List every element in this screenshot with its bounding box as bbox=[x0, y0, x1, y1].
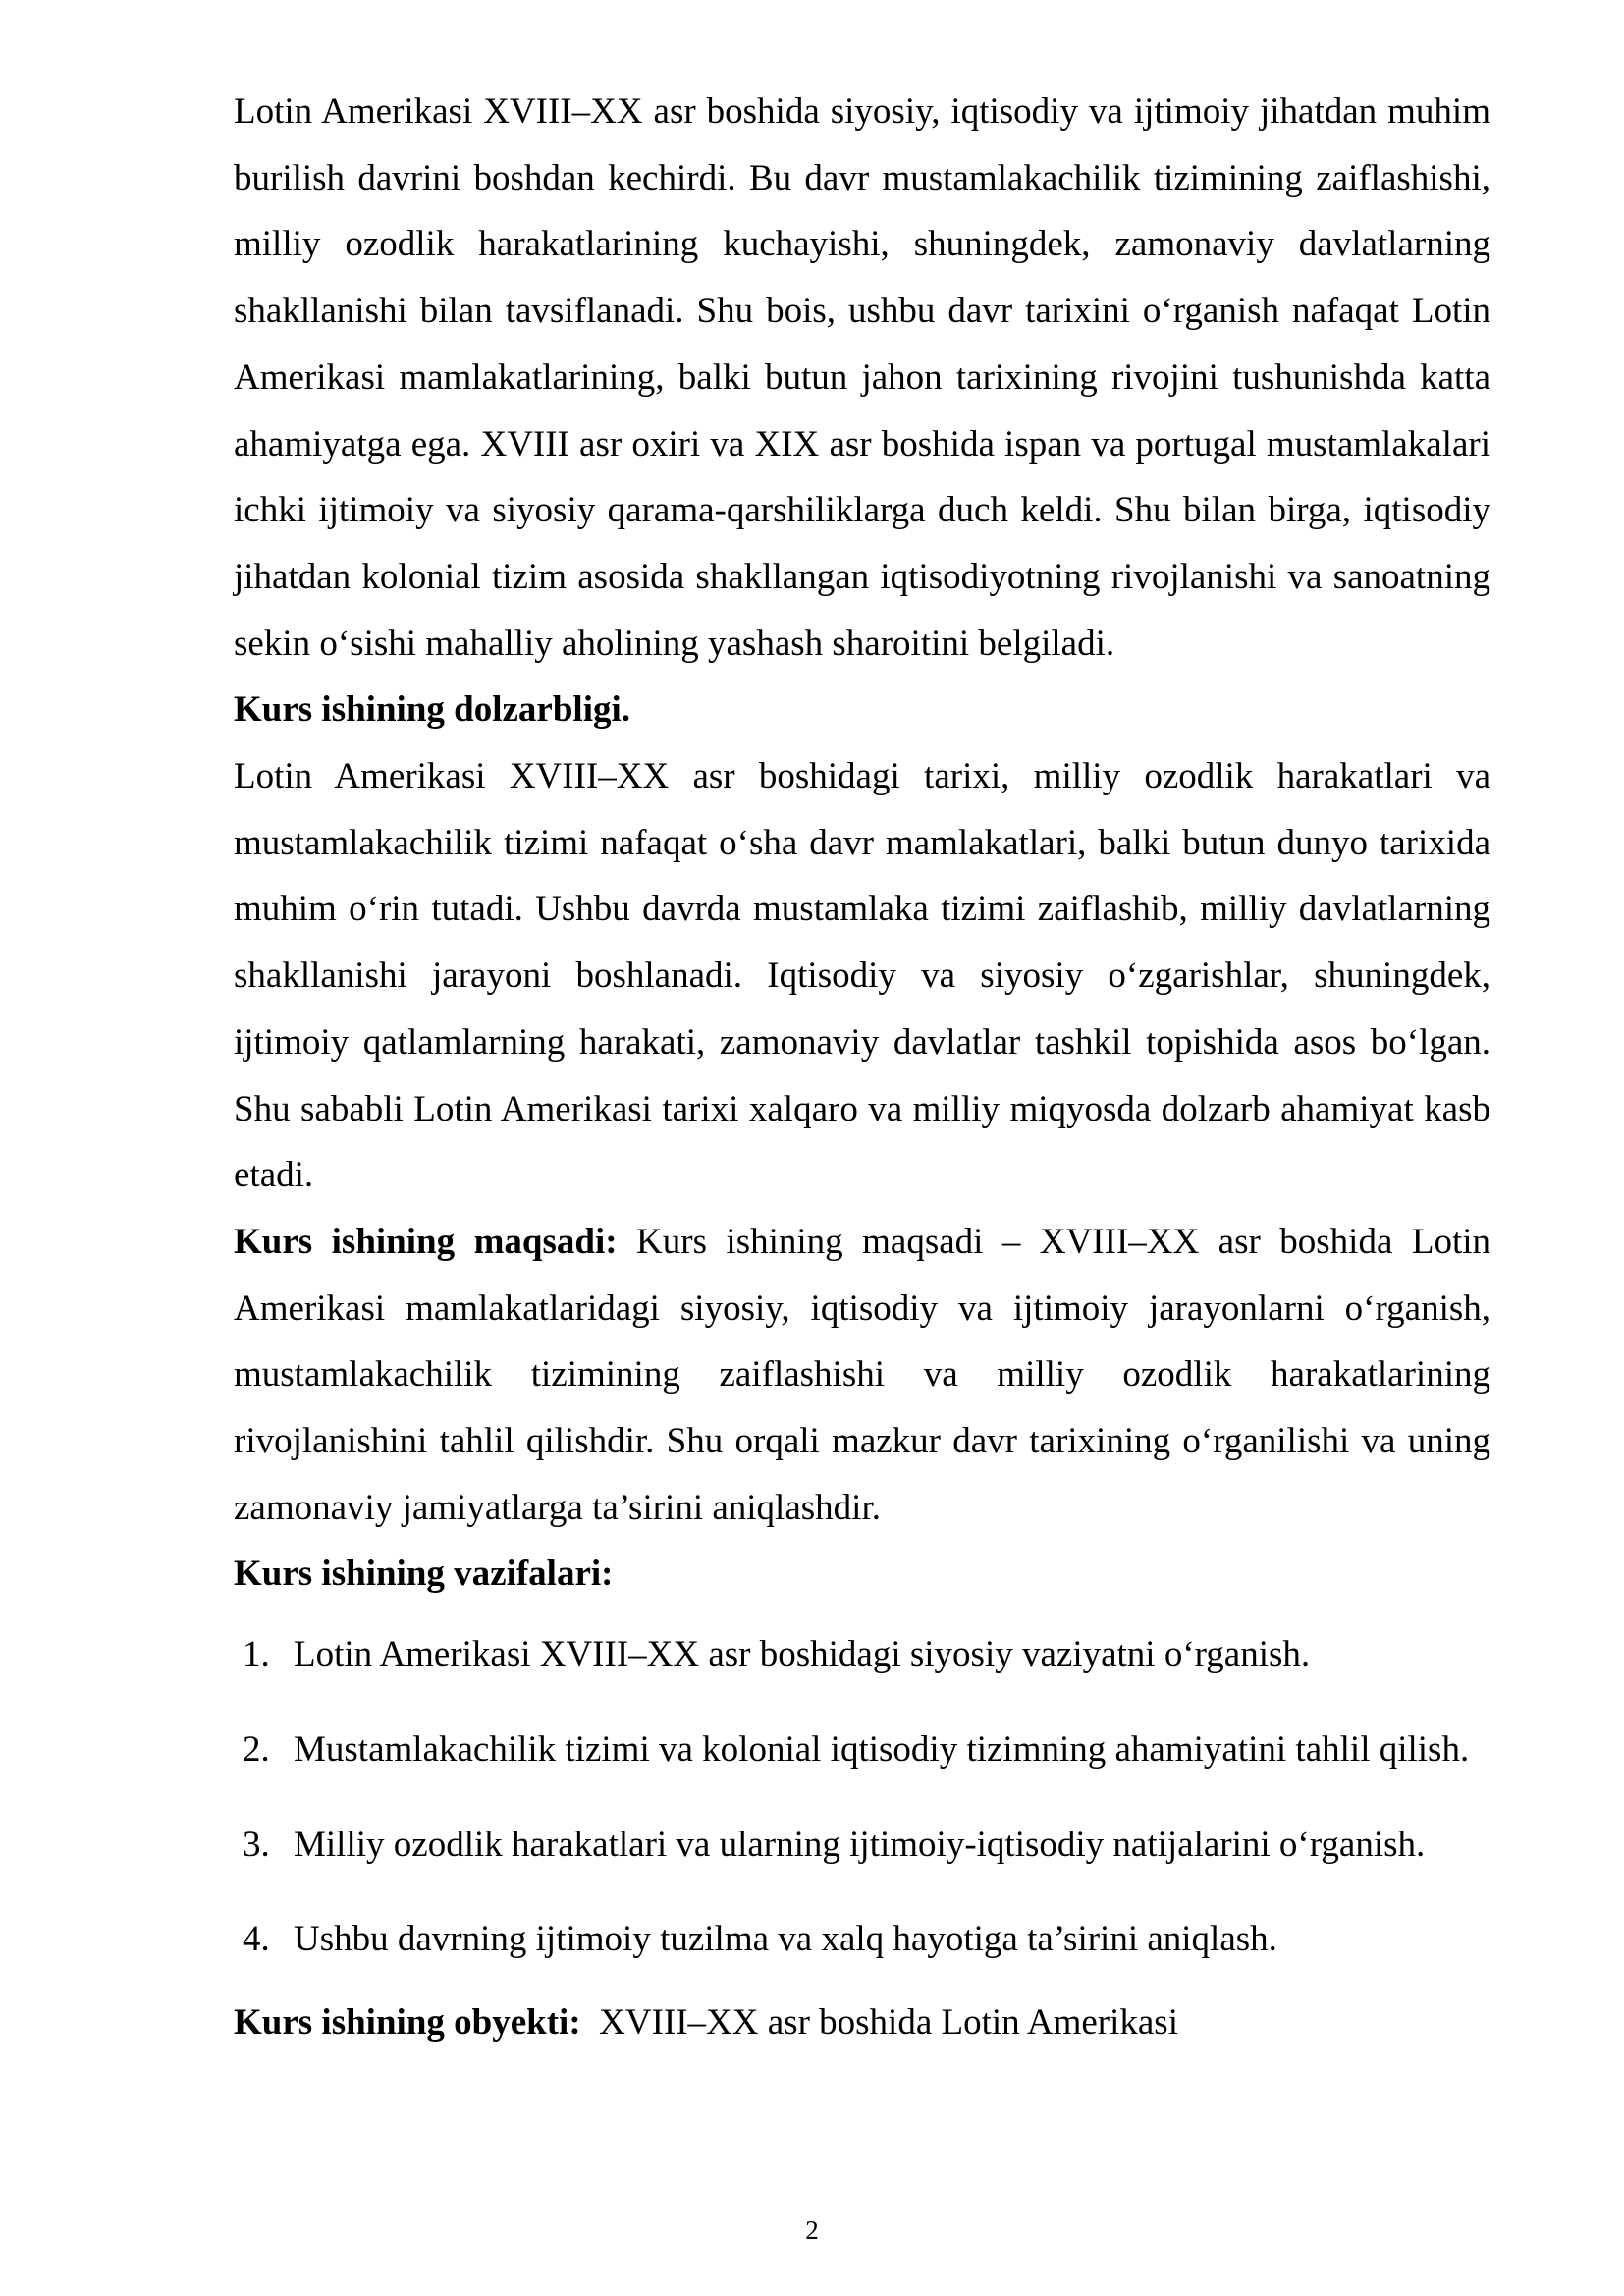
relevance-heading: Kurs ishining dolzarbligi. bbox=[234, 689, 631, 731]
object-text: XVIII–XX asr boshida Lotin Amerikasi bbox=[599, 2001, 1178, 2043]
task-item bbox=[234, 1906, 1490, 1973]
goal-text: Kurs ishining maqsadi – XVIII–XX asr boshida Lotin Amerikasi mamlakatlaridagi siyosiy, iqtisodiy va ijtimoiy jarayonlarni oʻrganish, mustamlakachilik tizimining zaiflashishi va milliy ozodlik harakatlarining rivojlanishini tahlil qilishdir. Shu orqali mazkur davr tarixining oʻrganilishi va uning zamonaviy jamiyatlarga ta’sirini aniqlashdir. bbox=[234, 1221, 1490, 1528]
page-content bbox=[234, 79, 1490, 2056]
object-paragraph bbox=[234, 1990, 1490, 2056]
task-item bbox=[234, 1621, 1490, 1688]
task-text: Lotin Amerikasi XVIII–XX asr boshidagi siyosiy vaziyatni oʻrganish. bbox=[294, 1634, 1311, 1675]
intro-paragraph: Lotin Amerikasi XVIII–XX asr boshida siyosiy, iqtisodiy va ijtimoiy jihatdan muhim burilish davrini boshdan kechirdi. Bu davr mustamlakachilik tizimining zaiflashishi, milliy ozodlik harakatlarining kuchayishi, shuningdek, zamonaviy davlatlarning shakllanishi bilan tavsiflanadi. Shu bois, ushbu davr tarixini oʻrganish nafaqat Lotin Amerikasi mamlakatlarining, balki butun jahon tarixining rivojini tushunishda katta ahamiyatga ega. XVIII asr oxiri va XIX asr boshida ispan va portugal mustamlakalari ichki ijtimoiy va siyosiy qarama-qarshiliklarga duch keldi. Shu bilan birga, iqtisodiy jihatdan kolonial tizim asosida shakllangan iqtisodiyotning rivojlanishi va sanoatning sekin oʻsishi mahalliy aholining yashash sharoitini belgiladi. bbox=[234, 91, 1490, 664]
tasks-list bbox=[234, 1621, 1490, 1973]
object-label: Kurs ishining obyekti: bbox=[234, 2001, 581, 2043]
task-number: 2. bbox=[243, 1728, 270, 1770]
goal-paragraph bbox=[234, 1209, 1490, 1542]
task-text: Mustamlakachilik tizimi va kolonial iqtisodiy tizimning ahamiyatini tahlil qilish. bbox=[294, 1728, 1470, 1770]
task-item bbox=[234, 1812, 1490, 1879]
task-text: Milliy ozodlik harakatlari va ularning ijtimoiy-iqtisodiy natijalarini oʻrganish. bbox=[294, 1824, 1426, 1865]
page-number: 2 bbox=[805, 2215, 819, 2245]
task-number: 3. bbox=[243, 1824, 270, 1865]
tasks-heading: Kurs ishining vazifalari: bbox=[234, 1554, 614, 1595]
goal-label: Kurs ishining maqsadi: bbox=[234, 1221, 618, 1262]
task-item bbox=[234, 1717, 1490, 1783]
task-number: 4. bbox=[243, 1919, 270, 1960]
task-number: 1. bbox=[243, 1634, 270, 1675]
task-text: Ushbu davrning ijtimoiy tuzilma va xalq hayotiga ta’sirini aniqlash. bbox=[294, 1919, 1277, 1960]
relevance-paragraph: Lotin Amerikasi XVIII–XX asr boshidagi tarixi, milliy ozodlik harakatlari va mustamlakachilik tizimi nafaqat oʻsha davr mamlakatlari, balki butun dunyo tarixida muhim oʻrin tutadi. Ushbu davrda mustamlaka tizimi zaiflashib, milliy davlatlarning shakllanishi jarayoni boshlanadi. Iqtisodiy va siyosiy oʻzgarishlar, shuningdek, ijtimoiy qatlamlarning harakati, zamonaviy davlatlar tashkil topishida asos boʻlgan. Shu sababli Lotin Amerikasi tarixi xalqaro va milliy miqyosda dolzarb ahamiyat kasb etadi. bbox=[234, 756, 1490, 1196]
